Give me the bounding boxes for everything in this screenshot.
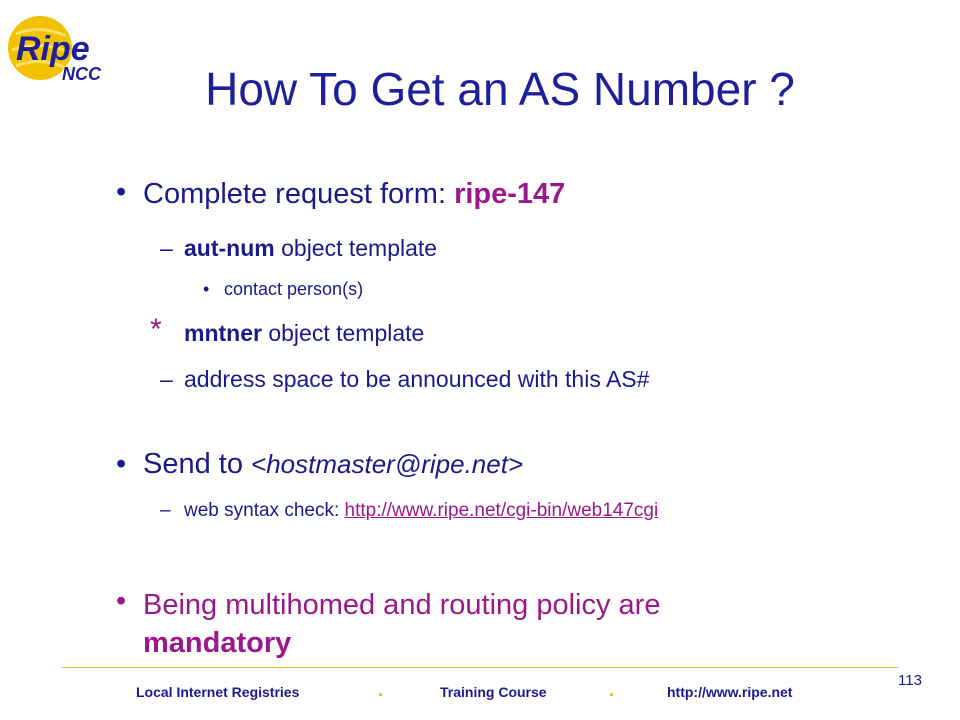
page-number: 113 [898,672,922,689]
bullet-multihomed [143,586,660,662]
bullet-send-to [143,448,523,481]
dash-marker: – [160,366,173,392]
footer-url[interactable]: http://www.ripe.net [667,684,793,700]
bullet-text: Being multihomed and routing policy are [143,589,661,621]
footer-divider [62,667,898,668]
bullet-request-form [143,178,565,211]
sub-text: object template [261,320,425,346]
sub-text: object template [274,235,438,261]
logo-text: Ripe [16,30,90,68]
sub-aut-num [184,235,437,262]
logo-subtext: NCC [62,64,101,84]
asterisk-marker: * [150,313,162,346]
subsub-contact: contact person(s) [224,279,364,299]
footer-left: Local Internet Registries [136,684,300,700]
slide-title: How To Get an AS Number ? [205,63,795,115]
footer-separator: . [378,680,384,700]
web147cgi-link[interactable]: http://www.ripe.net/cgi-bin/web147cgi [344,500,659,521]
sub-text: web syntax check: [184,500,345,521]
bullet-text: Complete request form: [143,178,455,210]
bullet-marker: • [116,176,127,208]
bullet-marker: • [116,448,127,480]
subsub-marker: • [203,279,210,299]
sub-mntner [184,320,424,347]
sub-web-syntax [184,500,658,522]
sub-address-space: address space to be announced with this AS# [184,366,650,392]
form-name: ripe-147 [454,178,566,210]
sub-bold: aut-num [184,235,275,261]
bullet-bold-word: mandatory [143,627,292,659]
dash-marker: – [160,235,173,261]
dash-marker: – [160,500,171,521]
bullet-marker: • [116,585,127,617]
footer-separator: . [609,680,615,700]
hostmaster-email: <hostmaster@ripe.net> [251,449,524,479]
sub-bold: mntner [184,320,262,346]
bullet-text: Send to [143,448,252,480]
footer-center: Training Course [440,684,547,700]
